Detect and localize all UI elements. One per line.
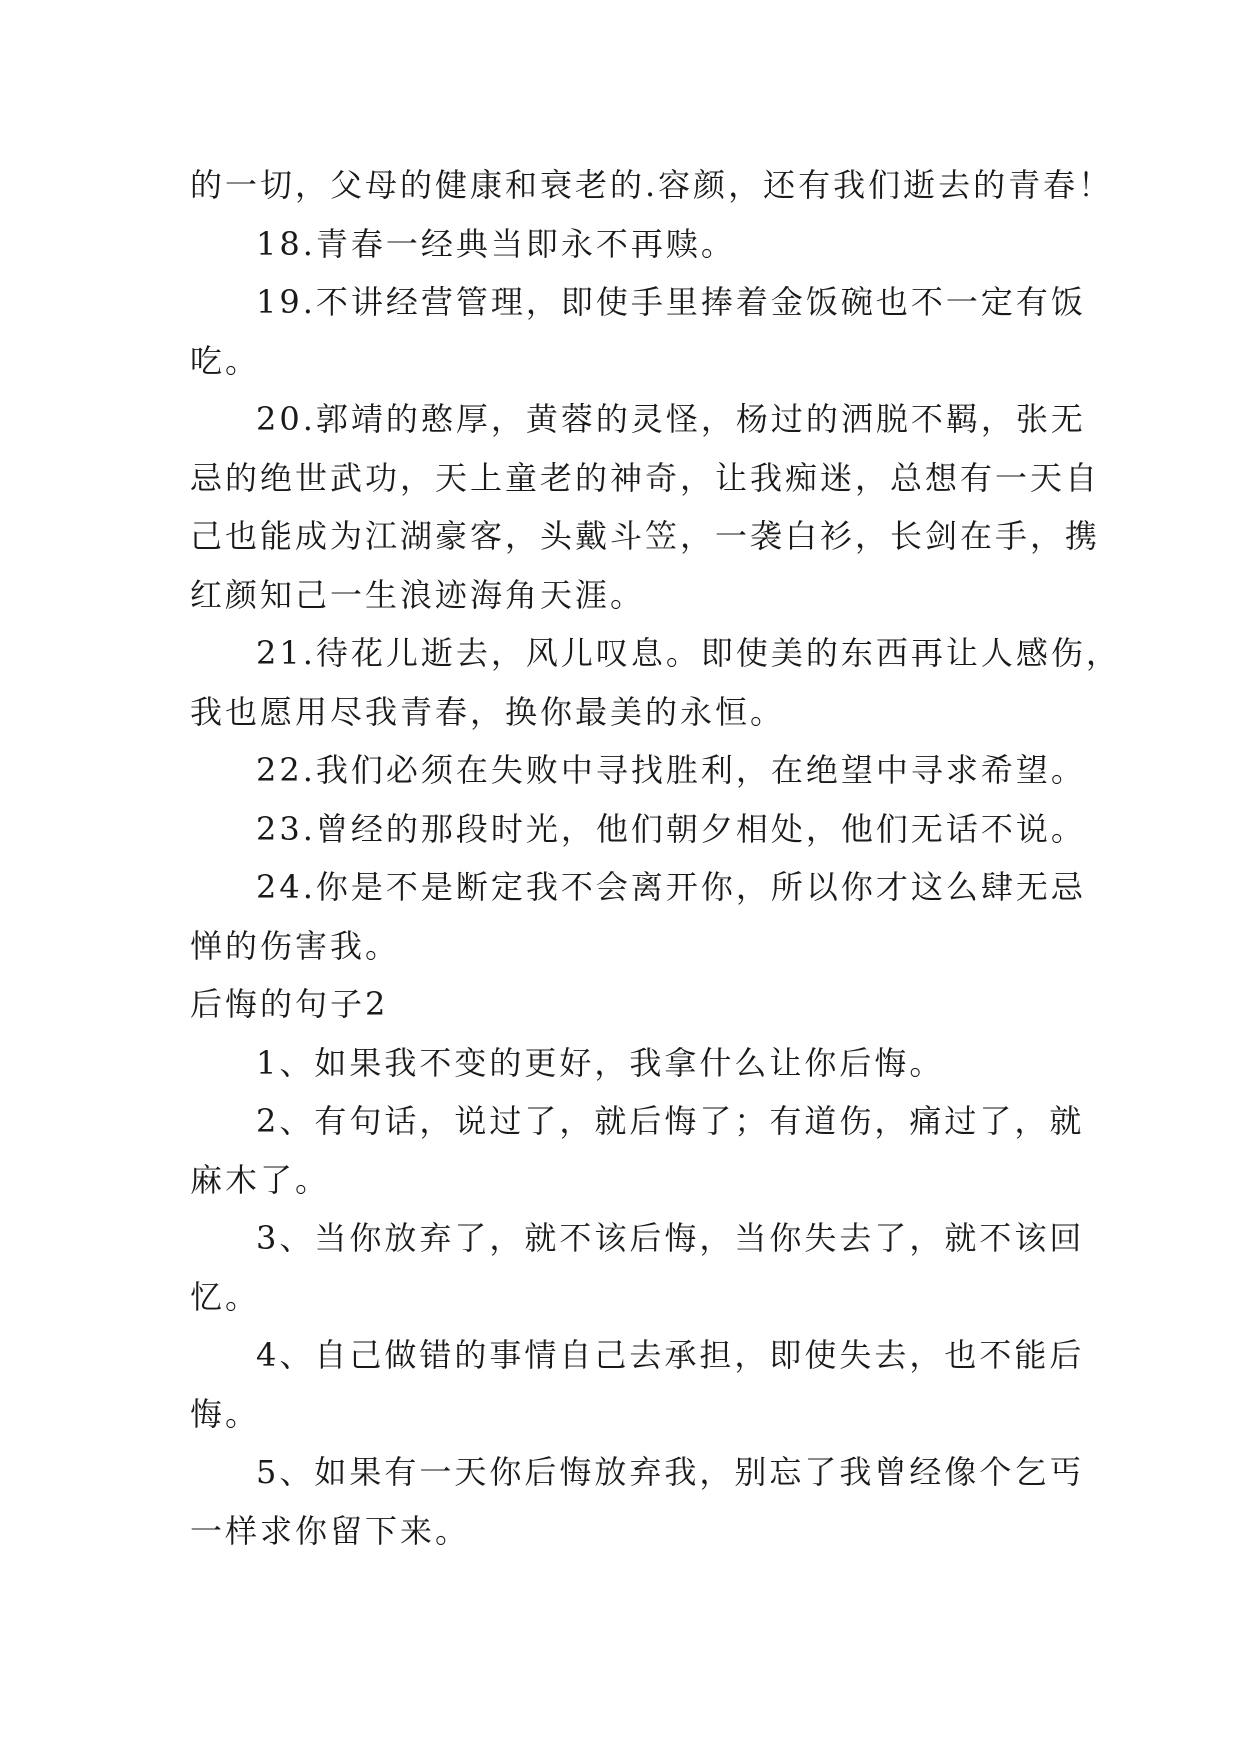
text-line: 的一切，父母的健康和衰老的.容颜，还有我们逝去的青春！ xyxy=(190,166,1114,204)
text-line: 3、当你放弃了，就不该后悔，当你失去了，就不该回 xyxy=(256,1219,1085,1257)
text-line: 20.郭靖的憨厚，黄蓉的灵怪，杨过的洒脱不羁，张无 xyxy=(256,400,1086,438)
text-line: 5、如果有一天你后悔放弃我，别忘了我曾经像个乞丐 xyxy=(256,1453,1085,1491)
text-line: 后悔的句子2 xyxy=(190,985,389,1023)
text-line: 红颜知己一生浪迹海角天涯。 xyxy=(190,575,646,614)
text-line: 忌的绝世武功，天上童老的神奇，让我痴迷，总想有一天自 xyxy=(190,458,1101,497)
text-line: 23.曾经的那段时光，他们朝夕相处，他们无话不说。 xyxy=(256,809,1086,848)
text-line: 24.你是不是断定我不会离开你，所以你才这么肆无忌 xyxy=(256,868,1086,906)
text-line: 我也愿用尽我青春，换你最美的永恒。 xyxy=(190,692,786,731)
text-line: 4、自己做错的事情自己去承担，即使失去，也不能后 xyxy=(256,1336,1085,1374)
text-line: 22.我们必须在失败中寻找胜利，在绝望中寻求希望。 xyxy=(256,751,1086,789)
text-line: 一样求你留下来。 xyxy=(190,1511,471,1550)
text-line: 己也能成为江湖豪客，头戴斗笠，一袭白衫，长剑在手，携 xyxy=(190,517,1101,555)
text-line: 悔。 xyxy=(190,1394,261,1433)
text-line: 吃。 xyxy=(190,341,261,380)
text-line: 1、如果我不变的更好，我拿什么让你后悔。 xyxy=(256,1043,945,1082)
text-line: 麻木了。 xyxy=(190,1160,331,1199)
text-line: 21.待花儿逝去，风儿叹息。即使美的东西再让人感伤， xyxy=(256,634,1121,672)
text-line: 2、有句话，说过了，就后悔了；有道伤，痛过了，就 xyxy=(256,1102,1085,1140)
text-line: 19.不讲经营管理，即使手里捧着金饭碗也不一定有饭 xyxy=(256,283,1086,321)
text-line: 惮的伤害我。 xyxy=(190,926,401,965)
text-line: 18.青春一经典当即永不再赎。 xyxy=(256,224,736,263)
text-line: 忆。 xyxy=(190,1277,261,1316)
document-body xyxy=(190,156,1121,1560)
